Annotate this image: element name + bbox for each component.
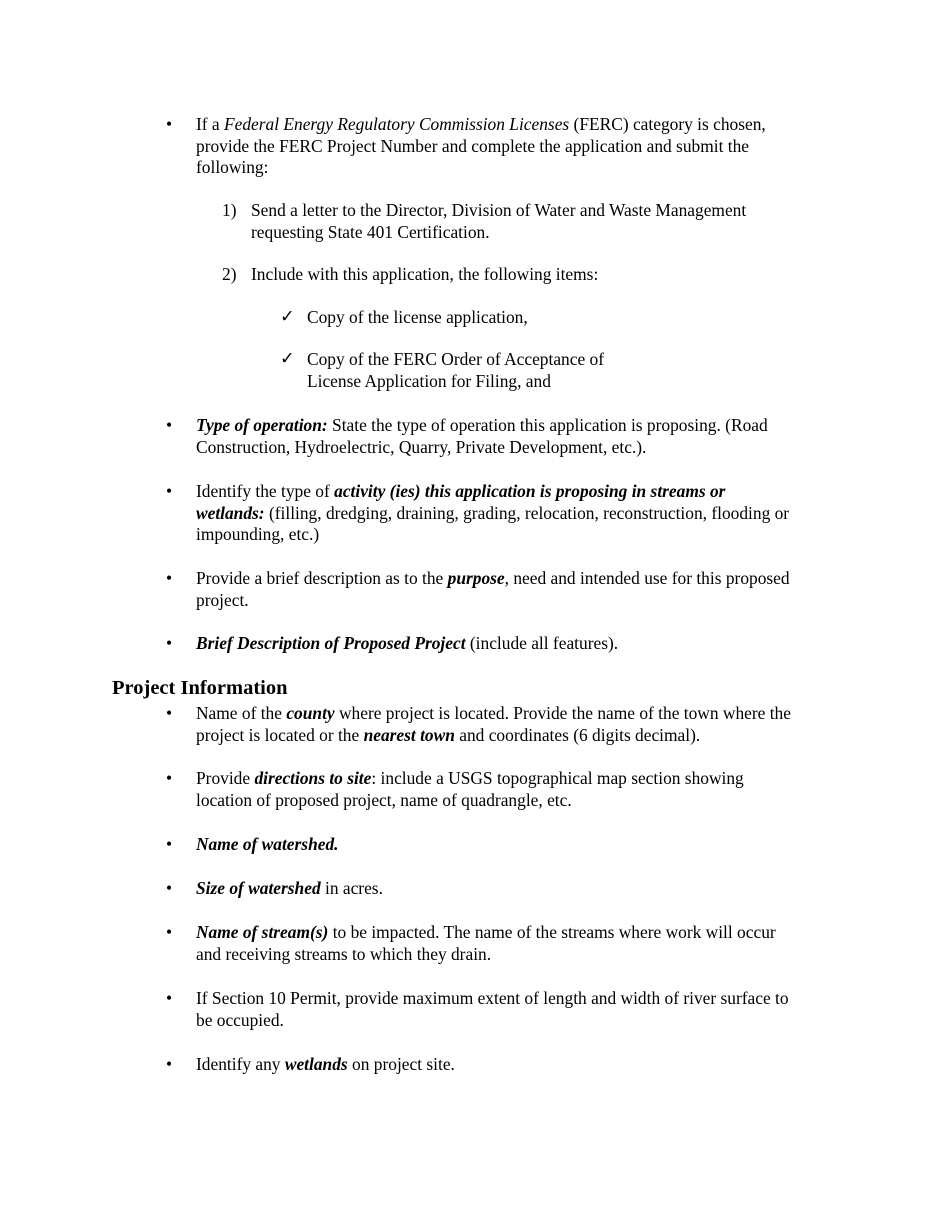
bullet-marker: •	[166, 878, 173, 898]
bullet-marker: •	[166, 481, 173, 501]
check-item-1	[307, 307, 847, 329]
step-number: 1)	[222, 200, 237, 220]
step-1-text	[251, 200, 851, 243]
wetlands-term: wetlands	[284, 1054, 348, 1074]
text-line: Construction, Hydroelectric, Quarry, Private Development, etc.).	[196, 436, 647, 457]
text-run: where project is located. Provide the name of the town where the	[334, 703, 791, 723]
text-run: on project site.	[347, 1054, 455, 1074]
step-number: 2)	[222, 264, 237, 284]
text-run: Provide a brief description as to the	[196, 568, 448, 588]
text-line: Copy of the license application,	[307, 307, 528, 327]
text-line: License Application for Filing, and	[307, 370, 551, 391]
text-line: If Section 10 Permit, provide maximum extent of length and width of river surface to	[196, 988, 789, 1008]
text-line: Send a letter to the Director, Division of Water and Waste Management	[251, 200, 747, 220]
streams-term: Name of stream(s)	[196, 922, 329, 942]
ferc-term: Federal Energy Regulatory Commission Licenses	[224, 114, 570, 134]
text-run: (include all features).	[465, 633, 619, 653]
bullet-marker: •	[166, 568, 173, 588]
bullet-marker: •	[166, 988, 173, 1008]
bullet-marker: •	[166, 922, 173, 942]
brief-term: Brief Description of Proposed Project	[196, 633, 466, 653]
text-line: location of proposed project, name of quadrangle, etc.	[196, 789, 572, 810]
text-line: following:	[196, 157, 269, 178]
bullet-marker: •	[166, 703, 173, 723]
text-run: and coordinates (6 digits decimal).	[454, 724, 701, 745]
watershed-size-term: Size of watershed	[196, 878, 321, 898]
activity-term: wetlands:	[196, 502, 265, 523]
text-line: impounding, etc.)	[196, 524, 320, 545]
text-run: Identify any	[196, 1054, 285, 1074]
checkmark-icon: ✓	[280, 348, 295, 368]
text-line: and receiving streams to which they drain.	[196, 943, 492, 964]
text-run: project is located or the	[196, 724, 364, 745]
step-2-text	[251, 264, 851, 286]
text-run: Provide	[196, 768, 255, 788]
county-term: county	[286, 703, 335, 723]
text-run: : include a USGS topographical map section showing	[371, 768, 744, 788]
text-run: (filling, dredging, draining, grading, relocation, reconstruction, flooding or	[264, 502, 790, 523]
text-run: Name of the	[196, 703, 287, 723]
directions-term: directions to site	[254, 768, 372, 788]
text-run: in acres.	[320, 878, 383, 898]
text-run: If a	[196, 114, 224, 134]
operation-paragraph	[196, 415, 856, 458]
text-run: , need and intended use for this proposed	[504, 568, 790, 588]
bullet-marker: •	[166, 768, 173, 788]
watershed-name-term: Name of watershed.	[196, 834, 339, 854]
bullet-marker: •	[166, 834, 173, 854]
text-line: requesting State 401 Certification.	[251, 221, 490, 242]
brief-paragraph	[196, 633, 856, 655]
text-run: to be impacted. The name of the streams where work will occur	[328, 922, 776, 942]
watershed-name-paragraph	[196, 834, 856, 856]
wetlands-paragraph	[196, 1054, 856, 1076]
watershed-size-paragraph	[196, 878, 856, 900]
text-run: Identify the type of	[196, 481, 335, 501]
purpose-term: purpose	[447, 568, 505, 588]
bullet-marker: •	[166, 1054, 173, 1074]
ferc-paragraph	[196, 114, 856, 179]
bullet-marker: •	[166, 114, 173, 134]
text-run: State the type of operation this application is proposing. (Road	[327, 415, 768, 435]
directions-paragraph	[196, 768, 856, 811]
section10-paragraph	[196, 988, 856, 1031]
check-item-2	[307, 349, 847, 392]
bullet-marker: •	[166, 415, 173, 435]
text-line: project.	[196, 589, 249, 610]
text-line: Include with this application, the following items:	[251, 264, 599, 284]
section-heading: Project Information	[112, 677, 288, 699]
streams-paragraph	[196, 922, 856, 965]
text-run: (FERC) category is chosen,	[569, 114, 766, 134]
purpose-paragraph	[196, 568, 856, 611]
nearest-town-term: nearest town	[363, 724, 455, 745]
text-line: Copy of the FERC Order of Acceptance of	[307, 349, 605, 369]
county-paragraph	[196, 703, 856, 746]
operation-term: Type of operation:	[196, 415, 328, 435]
activity-term: activity (ies) this application is proposing in streams or	[334, 481, 726, 501]
checkmark-icon: ✓	[280, 306, 295, 326]
text-line: be occupied.	[196, 1009, 284, 1030]
activity-paragraph	[196, 481, 856, 546]
bullet-marker: •	[166, 633, 173, 653]
text-line: provide the FERC Project Number and complete the application and submit the	[196, 135, 749, 156]
